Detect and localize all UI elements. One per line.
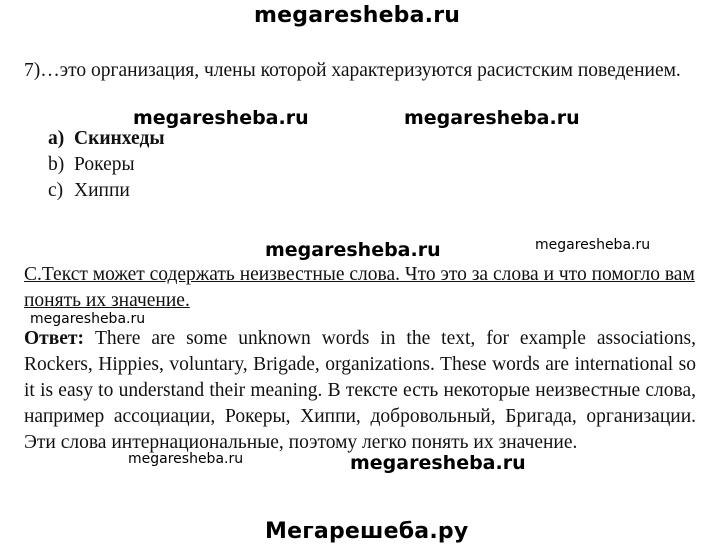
option-text: Скинхеды xyxy=(74,128,165,149)
answer-text: There are some unknown words in the text, for example associations, Rockers, Hippies, voluntary, Brigade, organizations. These words are international so it is easy to understand their meaning. В тексте есть некоторые неизвестные слова, например ассоциации, Рокеры, Хиппи, добровольный, Бригада, организации. Эти слова интернациональные, поэтому легко понять их значение. xyxy=(24,328,696,453)
watermark-row2-left: megaresheba.ru xyxy=(265,239,441,261)
answer-options xyxy=(48,126,165,204)
option-letter: b) xyxy=(48,154,65,175)
watermark-top: megaresheba.ru xyxy=(254,3,461,28)
option-letter: a) xyxy=(48,128,65,149)
question-text: 7)…это организация, члены которой характеризуются расистским поведением. xyxy=(24,60,681,81)
task-text: C.Текст может содержать неизвестные слова. Что это за слова и что помогло вам понять их значение. xyxy=(24,264,695,311)
watermark-row4-left: megaresheba.ru xyxy=(128,451,244,467)
option-text: Рокеры xyxy=(74,154,135,175)
option-text: Хиппи xyxy=(74,180,130,201)
option-a xyxy=(48,126,165,152)
option-c xyxy=(48,178,165,204)
watermark-row1-left: megaresheba.ru xyxy=(133,107,309,129)
watermark-bottom: Мегарешеба.ру xyxy=(265,519,469,544)
watermark-row4-right: megaresheba.ru xyxy=(350,452,526,474)
answer-label: Ответ: xyxy=(24,328,85,349)
watermark-row3-left: megaresheba.ru xyxy=(30,311,146,327)
answer-block xyxy=(24,326,696,456)
watermark-row2-right: megaresheba.ru xyxy=(535,237,651,253)
watermark-row1-right: megaresheba.ru xyxy=(404,107,580,129)
option-letter: c) xyxy=(48,180,64,201)
option-b xyxy=(48,152,165,178)
